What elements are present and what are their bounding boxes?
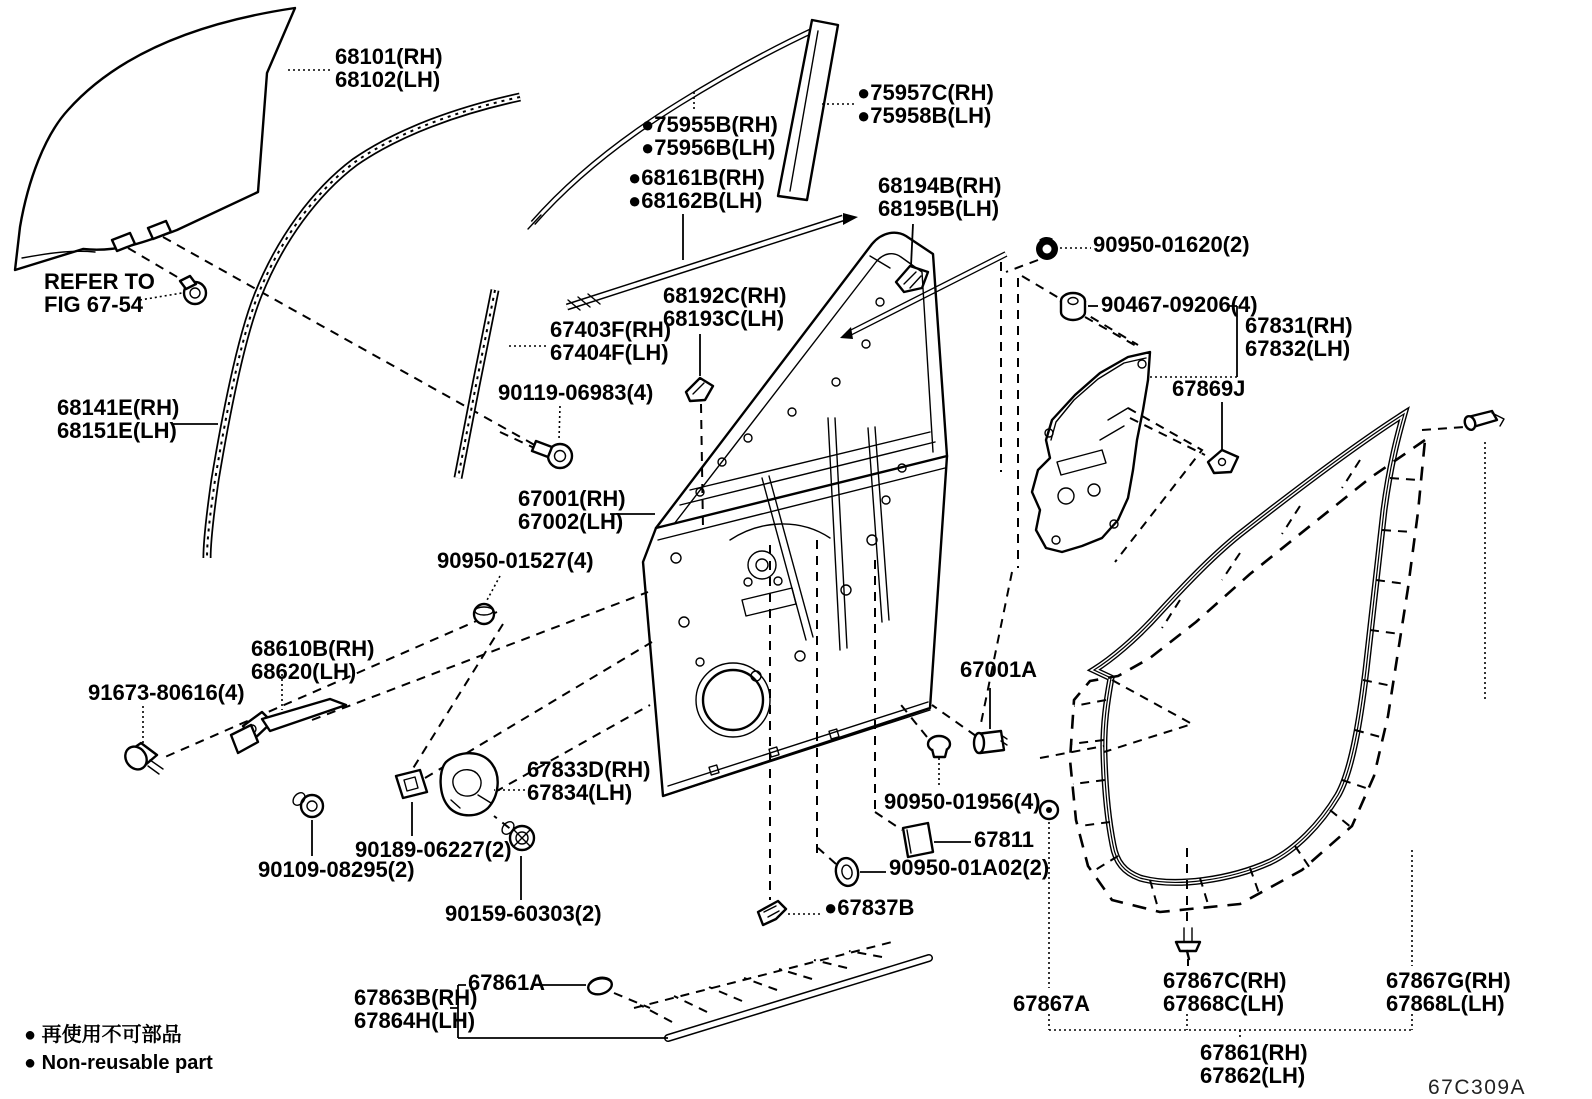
- part-label-67861-line-0: 67861(RH): [1200, 1040, 1308, 1065]
- part-label-67867C-line-1: 67868C(LH): [1163, 991, 1285, 1016]
- part-label-68161B-line-1: ●68162B(LH): [628, 188, 763, 213]
- part-label-90950-01956-line-0: 90950-01956(4): [884, 789, 1041, 814]
- part-label-67861A: [468, 971, 545, 994]
- part-label-68610B-line-1: 68620(LH): [251, 659, 357, 684]
- part-label-67403F-line-1: 67404F(LH): [550, 340, 669, 365]
- part-label-90950-01956: [884, 790, 1041, 813]
- part-label-67869J-line-0: 67869J: [1172, 376, 1246, 401]
- part-label-67833D-line-1: 67834(LH): [527, 780, 633, 805]
- part-label-67867G-line-1: 67868L(LH): [1386, 991, 1505, 1016]
- part-label-67837B-line-0: ●67837B: [824, 895, 915, 920]
- part-label-67861: [1200, 1041, 1308, 1087]
- part-label-90109-08295-line-0: 90109-08295(2): [258, 857, 415, 882]
- part-label-90950-01527-line-0: 90950-01527(4): [437, 548, 594, 573]
- part-label-68101-line-1: 68102(LH): [335, 67, 441, 92]
- part-label-67001A-line-0: 67001A: [960, 657, 1038, 682]
- part-label-68192C-line-0: 68192C(RH): [663, 283, 787, 308]
- part-label-90467-09206-line-0: 90467-09206(4): [1101, 292, 1258, 317]
- part-label-67861A-line-0: 67861A: [468, 970, 546, 995]
- part-label-67811-line-0: 67811: [974, 827, 1034, 852]
- part-label-90109-08295: [258, 858, 415, 881]
- part-label-67867G: [1386, 969, 1511, 1015]
- part-label-67831: [1245, 314, 1353, 360]
- part-label-refer-fig-line-0: REFER TO: [44, 269, 155, 294]
- part-label-68192C-line-1: 68193C(LH): [663, 306, 785, 331]
- part-label-67867A: [1013, 992, 1090, 1015]
- part-label-75957C: [857, 81, 994, 127]
- part-label-refer-fig: [44, 270, 155, 316]
- part-label-legend-en: [24, 1050, 213, 1077]
- part-label-67811: [974, 828, 1034, 851]
- part-label-90950-01620-line-0: 90950-01620(2): [1093, 232, 1250, 257]
- part-label-figure-code-line-0: 67C309A: [1428, 1076, 1527, 1099]
- part-label-67863B-line-1: 67864H(LH): [354, 1008, 476, 1033]
- part-label-90950-01A02-line-0: 90950-01A02(2): [889, 855, 1050, 880]
- part-label-68194B-line-1: 68195B(LH): [878, 196, 1000, 221]
- part-label-67867A-line-0: 67867A: [1013, 991, 1091, 1016]
- part-label-68610B: [251, 637, 375, 683]
- part-label-68161B: [628, 166, 765, 212]
- part-label-67831-line-0: 67831(RH): [1245, 313, 1353, 338]
- part-label-90467-09206: [1101, 293, 1258, 316]
- part-label-75955B: [641, 113, 778, 159]
- part-label-68101: [335, 45, 443, 91]
- part-label-68161B-line-0: ●68161B(RH): [628, 165, 765, 190]
- part-label-90119-06983-line-0: 90119-06983(4): [498, 380, 654, 405]
- part-label-figure-code: [1428, 1076, 1526, 1099]
- part-label-legend-en-line-0: ● Non-reusable part: [24, 1052, 213, 1074]
- part-label-90159-60303-line-0: 90159-60303(2): [445, 901, 602, 926]
- part-label-91673-80616-line-0: 91673-80616(4): [88, 680, 245, 705]
- part-label-68101-line-0: 68101(RH): [335, 44, 443, 69]
- part-label-67001A: [960, 658, 1037, 681]
- part-label-68194B-line-0: 68194B(RH): [878, 173, 1002, 198]
- part-label-67001-line-1: 67002(LH): [518, 509, 624, 534]
- part-label-68610B-line-0: 68610B(RH): [251, 636, 375, 661]
- part-label-90119-06983: [498, 381, 653, 404]
- part-label-75957C-line-1: ●75958B(LH): [857, 103, 992, 128]
- part-label-67833D-line-0: 67833D(RH): [527, 757, 651, 782]
- part-label-67001: [518, 487, 626, 533]
- part-label-67001-line-0: 67001(RH): [518, 486, 626, 511]
- part-label-90189-06227-line-0: 90189-06227(2): [355, 837, 512, 862]
- part-label-67403F-line-0: 67403F(RH): [550, 317, 672, 342]
- part-label-68192C: [663, 284, 787, 330]
- part-label-75955B-line-1: ●75956B(LH): [641, 135, 776, 160]
- part-label-67863B: [354, 986, 478, 1032]
- part-label-67403F: [550, 318, 671, 364]
- part-label-75957C-line-0: ●75957C(RH): [857, 80, 994, 105]
- part-label-refer-fig-line-1: FIG 67-54: [44, 292, 144, 317]
- part-label-90950-01620: [1093, 233, 1250, 256]
- part-label-67863B-line-0: 67863B(RH): [354, 985, 478, 1010]
- part-label-67867G-line-0: 67867G(RH): [1386, 968, 1511, 993]
- part-label-68141E-line-1: 68151E(LH): [57, 418, 177, 443]
- part-label-67831-line-1: 67832(LH): [1245, 336, 1351, 361]
- part-label-67869J: [1172, 377, 1245, 400]
- part-label-90950-01A02: [889, 856, 1049, 879]
- part-label-67837B: [824, 896, 914, 919]
- part-label-75955B-line-0: ●75955B(RH): [641, 112, 778, 137]
- part-label-68141E-line-0: 68141E(RH): [57, 395, 180, 420]
- part-label-68141E: [57, 396, 179, 442]
- part-label-legend-jp-line-0: ● 再使用不可部品: [24, 1024, 182, 1046]
- part-label-67867C: [1163, 969, 1287, 1015]
- part-label-90950-01527: [437, 549, 594, 572]
- part-label-67867C-line-0: 67867C(RH): [1163, 968, 1287, 993]
- part-label-68194B: [878, 174, 1002, 220]
- part-label-90159-60303: [445, 902, 602, 925]
- part-label-legend-jp: [24, 1022, 182, 1049]
- part-label-91673-80616: [88, 681, 245, 704]
- part-label-67861-line-1: 67862(LH): [1200, 1063, 1306, 1088]
- part-label-67833D: [527, 758, 651, 804]
